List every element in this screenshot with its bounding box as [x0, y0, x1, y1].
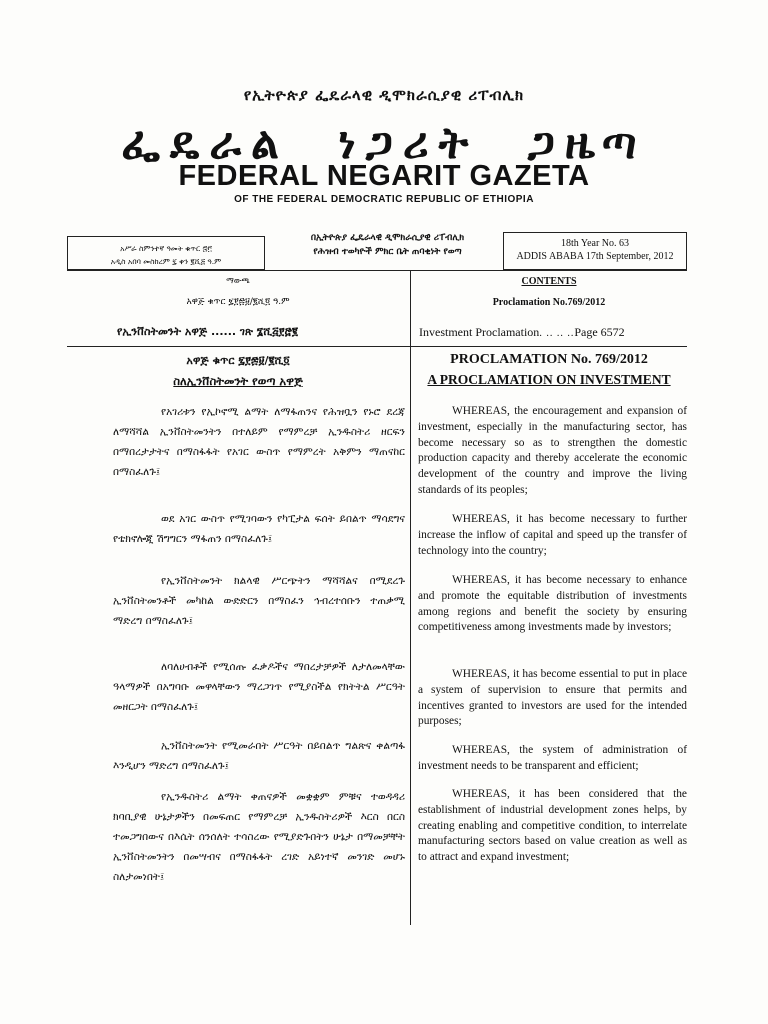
english-preamble-6: WHEREAS, it has been considered that the establishment of industrial development zones helps, by creating enabling and competitive condition, to interrelate manufacturing sectors based on value creation as well as to attract and expand investment;	[418, 788, 687, 864]
publisher-statement	[270, 231, 505, 259]
amharic-issue-box	[67, 236, 265, 270]
amharic-issue-line-2: አዲስ አበባ መስከረም ፯ ቀን ፪ሺ፭ ዓ.ም	[110, 257, 222, 266]
amharic-preamble-2: ወደ አገር ውስጥ የሚገባውን የካፒታል ፍሰት ይበልጥ ማሳደግና የቴክኖሎጂ ሽግግርን ማፋጠን በማስፈለጉ፤	[113, 513, 405, 545]
publisher-line-2: የሕዝብ ተወካዮች ምክር ቤት ጠባቂነት የወጣ	[313, 247, 462, 257]
amharic-preamble-1: የአገሪቱን የኢኮኖሚ ልማት ለማፋጠንና የሕዝቧን የኑሮ ደረጃ ለማሻሻል ኢንቨስትመንትን በተለይም የማምረቻ ኢንዱስትሪ ዘርፍን በማበረታታትና በማስፋፋት የአገር ውስጥ የማምረት አቅምን ማጠናከር በማስፈለጉ፤	[113, 406, 405, 478]
amharic-proclamation-number: አዋጅ ቁጥር ፯፻፷፱/፪ሺ፬	[186, 354, 290, 367]
english-preamble-2: WHEREAS, it has become necessary to further increase the inflow of capital and speed up the transfer of technology into the country;	[418, 513, 687, 557]
amharic-toc-entry: የኢንቨስትመንት አዋጅ ...... ገጽ ፮ሺ፭፻፸፪	[117, 325, 298, 338]
amharic-preamble-6: የኢንዱስትሪ ልማት ቀጠናዎች መቋቋም ምቹና ተወዳዳሪ ክባቢያዊ ሁኔታዎችን በመፍጠር የማምረቻ ኢንዱስትሪዎች እርስ በርስ ተመጋግበውና በእሴት ሰንሰለት ተሳስረው የሚያድጉበትን ሁኔታ በማመቻቸት ኢንቨስትመንትን በመሣብና በማስፋፋት ረገድ አይነተኛ መንገድ መሆኑ ስለታመነበት፤	[113, 791, 405, 883]
english-toc-entry	[419, 325, 687, 340]
amharic-country-name: የኢትዮጵያ ፌዴራላዊ ዲሞክራሲያዊ ሪፐብሊክ	[243, 86, 525, 104]
amharic-toc-proclamation-no: አዋጅ ቁጥር ፯፻፷፱/፪ሺ፬ ዓ.ም	[186, 297, 290, 307]
english-issue-line-1: 18th Year No. 63	[560, 238, 630, 249]
english-preamble-3: WHEREAS, it has become necessary to enhance and promote the equitable distribution of investments among regions and benefit the society by ensuring competitiveness among investments made by investors;	[418, 574, 687, 634]
english-gazette-title: FEDERAL NEGARIT GAZETA	[178, 160, 590, 192]
amharic-preamble-5: ኢንቨስትመንት የሚመራበት ሥርዓት በይበልጥ ግልጽና ቀልጣፋ እንዲሆን ማድረግ በማስፈለጉ፤	[113, 740, 405, 772]
english-preamble-4: WHEREAS, it has become essential to put in place a system of supervision to ensure that permits and incentives granted to investors are used for the intended purposes;	[418, 668, 687, 728]
amharic-gazette-title: ፌዴራል ነጋሪት ጋዜጣ	[121, 118, 647, 169]
english-preamble-1: WHEREAS, the encouragement and expansion of investment, especially in the manufacturing sector, has become necessary so as to strengthen the domestic production capacity and thereby accelerate the economic development of the country and improve the living standards of its peoples;	[418, 405, 687, 496]
amharic-preamble-3: የኢንቨስትመንት ክልላዊ ሥርጭትን ማሻሻልና በሚደረጉ ኢንቨስትመንቶች መካከል ውድድርን በማስፈን ኅብረተሰቡን ተጠቃሚ ማድረግ በማስፈለጉ፤	[113, 575, 405, 627]
english-proclamation-number: PROCLAMATION No. 769/2012	[450, 352, 648, 367]
contents-divider	[67, 346, 687, 347]
english-gazette-subtitle: OF THE FEDERAL DEMOCRATIC REPUBLIC OF ETHIOPIA	[234, 194, 534, 205]
toc-entry-page: Page 6572	[574, 325, 625, 339]
amharic-issue-line-1: አሥራ ስምንተኛ ዓመት ቁጥር ፷፫	[120, 244, 212, 253]
english-issue-box	[503, 232, 687, 270]
amharic-contents-label: ማውጫ	[226, 276, 250, 285]
toc-entry-title: Investment Proclamation	[419, 325, 540, 339]
header-divider	[67, 270, 687, 271]
amharic-proclamation-title: ስለኢንቨስትመንት የወጣ አዋጅ	[173, 374, 303, 388]
amharic-preamble-4: ለባለሀብቶች የሚሰጡ ፈቃዶችና ማበረታቻዎች ለታለመላቸው ዓላማዎች በአግባቡ መዋላቸውን ማረጋገጥ የሚያስችል የክትትል ሥርዓት መዘርጋት በማስፈለጉ፤	[113, 661, 405, 713]
english-proclamation-title: A PROCLAMATION ON INVESTMENT	[427, 372, 671, 387]
english-contents-label: CONTENTS	[521, 276, 577, 287]
publisher-line-1: በኢትዮጵያ ፌዴራላዊ ዲሞክራሲያዊ ሪፐብሊክ	[310, 233, 465, 243]
english-toc-proclamation-no: Proclamation No.769/2012	[492, 297, 606, 308]
english-preamble-5: WHEREAS, the system of administration of investment needs to be transparent and efficient;	[418, 744, 687, 772]
english-issue-line-2: ADDIS ABABA 17th September, 2012	[516, 251, 674, 262]
column-divider	[410, 270, 411, 925]
toc-entry-leader: . .. .. ..	[539, 328, 575, 339]
